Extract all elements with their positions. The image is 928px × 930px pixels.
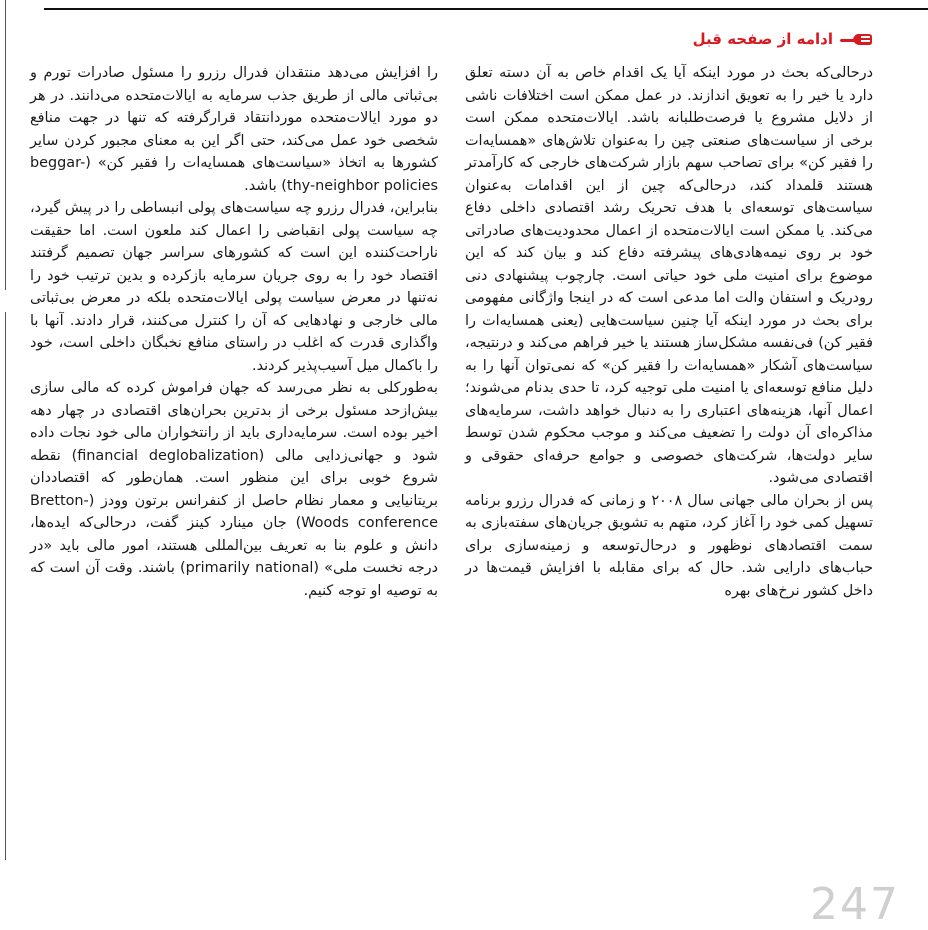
page-number: 247 <box>810 879 900 930</box>
margin-line <box>5 0 6 290</box>
margin-line <box>5 312 6 860</box>
left-column <box>30 62 438 852</box>
paragraph: بنابراین، فدرال رزرو چه سیاست‌های پولی انبساطی را در پیش گیرد، چه سیاست پولی انقباضی را اعمال کند ملعون است. اما حقیقت ناراحت‌کننده این است که کشورهای سراسر جهان تصمیم گرفتند اقتصاد خود را به روی جریان سرمایه بازکرده و بدین ترتیب خود را نه‌تنها در معرض سیاست پولی ایالات‌متحده بلکه در معرض بی‌ثباتی مالی خارجی و نهادهایی که آن را کنترل می‌کنند، قرار دادند. آنها با واگذاری قدرت که اغلب در راستای منافع نخبگان داخلی است، خود را باکمال میل آسیب‌پذیر کردند. <box>30 200 438 374</box>
top-rule <box>44 8 928 10</box>
paragraph: درحالی‌که بحث در مورد اینکه آیا یک اقدام خاص به آن دسته تعلق دارد یا خیر را به تعویق اندازند. در عمل ممکن است اختلافات ناشی از دلایل مشروع یا فرصت‌طلبانه باشد. ایالات‌متحده ممکن است برخی از سیاست‌های صنعتی چین را به‌عنوان تلاش‌های «همسایه‌ات را فقیر کن» برای تصاحب سهم بازار شرکت‌های خارجی که کارآمدتر هستند قلمداد کند، درحالی‌که چین از این اقدامات به‌عنوان سیاست‌های توسعه‌ای با هدف تحریک رشد اقتصادی داخلی دفاع می‌کند. یا ممکن است ایالات‌متحده از اعمال محدودیت‌های صادراتی خود بر روی نیمه‌هادی‌های پیشرفته دفاع کند و بیان کند که این موضوع برای امنیت ملی خود حیاتی است. چارچوب پیشنهادی دنی رودریک و استفان والت اما مدعی است که در اینجا واژگانی مفهومی برای بحث در مورد اینکه آیا چنین سیاست‌هایی (یعنی همسایه‌ات را فقیر کن) فی‌نفسه مشکل‌ساز هستند یا خیر فراهم می‌کند و درنتیجه، سیاست‌های آشکار «همسایه‌ات را فقیر کن» که نمی‌توان آنها را به دلیل منافع توسعه‌ای یا امنیت ملی توجیه کرد، تا حدی بدنام می‌شوند؛ اعمال آنها، هزینه‌های اعتباری را به دنبال خواهد داشت، سرمایه‌های مذاکره‌ای آن دولت را تضعیف می‌کند و موجب محکوم شدن توسط سایر دولت‌ها، شرکت‌های خصوصی و جوامع حرفه‌ای حقوقی و اقتصادی می‌شود. <box>465 65 873 486</box>
paragraph: را افزایش می‌دهد منتقدان فدرال رزرو را مسئول صادرات تورم و بی‌ثباتی مالی از طریق جذب سرمایه به ایالات‌متحده می‌دانند. در هر دو مورد ایالات‌متحده موردانتقاد قرارگرفته که تنها در جهت منافع شخصی خود عمل می‌کند، حتی اگر این به معنای مجبور کردن سایر کشورها به اتخاذ «سیاست‌های همسایه‌ات را فقیر کن» (beggar-thy-neighbor policies) باشد. <box>30 65 438 194</box>
pointing-hand-icon <box>839 29 873 49</box>
continued-header <box>693 26 873 52</box>
paragraph: پس از بحران مالی جهانی سال ۲۰۰۸ و زمانی که فدرال رزرو برنامه تسهیل کمی خود را آغاز کرد، متهم به تشویق جریان‌های سفته‌بازی به سمت اقتصادهای نوظهور و درحال‌توسعه و زمینه‌سازی برای حباب‌های دارایی شد. حال که برای مقابله با افزایش قیمت‌ها در داخل کشور نرخ‌های بهره <box>465 492 873 599</box>
right-column <box>465 62 873 852</box>
paragraph: به‌طورکلی به نظر می‌رسد که جهان فراموش کرده که مالی سازی بیش‌ازحد مسئول برخی از بدترین بحران‌های اقتصادی در چهار دهه اخیر بوده است. سرمایه‌داری باید از رانتخواران مالی خود نجات داده شود و جهانی‌زدایی مالی (financial deglobalization) نقطه شروع خوبی برای این منظور است. همان‌طور که اقتصاددان بریتانیایی و معمار نظام حاصل از کنفرانس برتون وودز (Bretton-Woods conference) جان مینارد کینز گفت، درحالی‌که ایده‌ها، دانش و علوم بنا به تعریف بین‌المللی هستند، امور مالی باید «در درجه نخست ملی» (primarily national) باشند. وقت آن است که به توصیه او توجه کنیم. <box>30 380 438 599</box>
continued-label: ادامه از صفحه قبل <box>692 30 833 48</box>
